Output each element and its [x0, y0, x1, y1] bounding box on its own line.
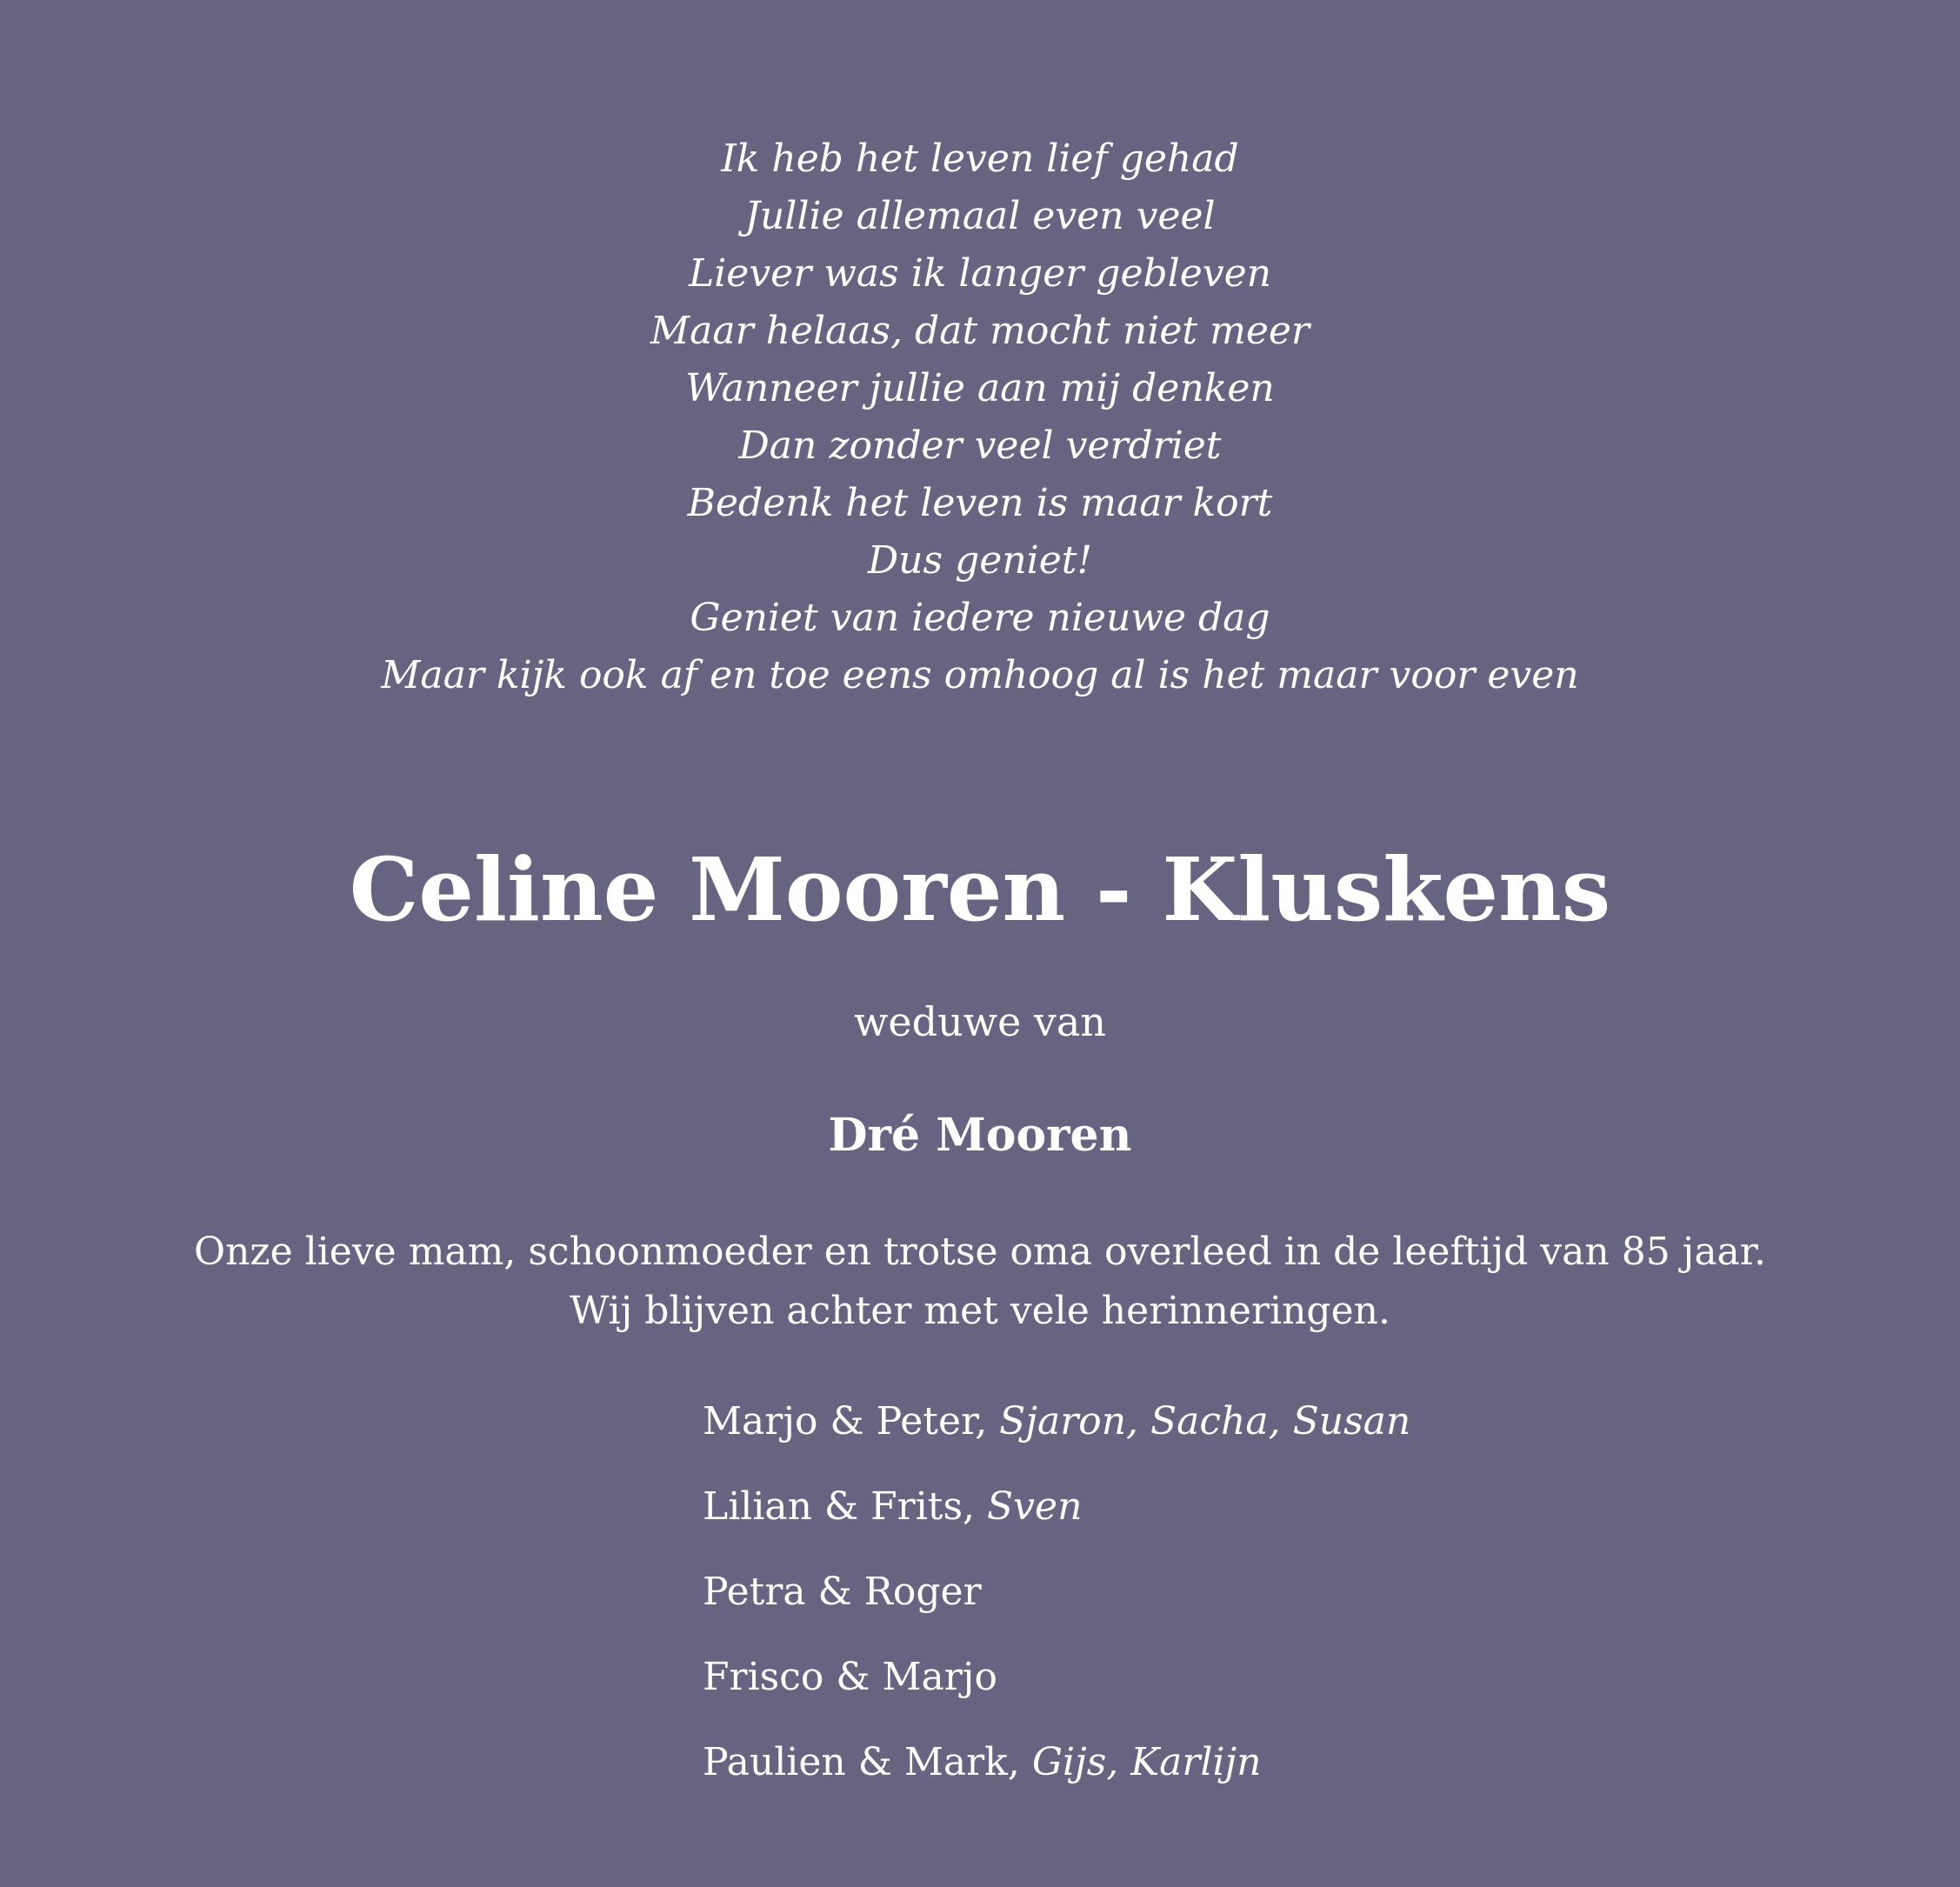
family-entry [703, 1647, 1833, 1732]
message-line: Wij blijven achter met vele herinneringen. [570, 1289, 1390, 1333]
message-line: Onze lieve mam, schoonmoeder en trotse oma overleed in de leeftijd van 85 jaar. [194, 1230, 1766, 1274]
spouse-name: Dré Mooren [828, 1109, 1132, 1162]
family-couple: Frisco & Marjo [703, 1655, 997, 1699]
poem-line: Liever was ik langer gebleven [688, 251, 1271, 296]
family-list [703, 1391, 1833, 1817]
family-separator: , [1007, 1740, 1032, 1784]
family-couple: Lilian & Frits [703, 1484, 963, 1529]
family-separator: , [975, 1399, 1000, 1444]
poem-line: Maar kijk ook af en toe eens omhoog al is het maar voor even [381, 653, 1579, 697]
poem-line: Dan zonder veel verdriet [738, 423, 1222, 468]
family-entry [703, 1562, 1833, 1647]
deceased-name: Celine Mooren - Kluskens [349, 838, 1611, 941]
family-couple: Paulien & Mark [703, 1740, 1008, 1784]
poem-line: Ik heb het leven lief gehad [721, 137, 1239, 181]
poem-line: Maar helaas, dat mocht niet meer [650, 309, 1310, 353]
poem [0, 130, 1960, 704]
poem-line: Dus geniet! [867, 538, 1093, 583]
family-entry [703, 1732, 1833, 1817]
poem-line: Jullie allemaal even veel [744, 194, 1216, 238]
family-grandchildren: Sven [987, 1484, 1083, 1529]
relation-text: weduwe van [854, 998, 1106, 1045]
family-grandchildren: Gijs, Karlijn [1031, 1740, 1262, 1784]
family-separator: , [963, 1484, 988, 1529]
poem-line: Wanneer jullie aan mij denken [685, 366, 1275, 410]
family-entry [703, 1477, 1833, 1562]
memorial-message [0, 1223, 1960, 1341]
poem-line: Bedenk het leven is maar kort [687, 481, 1273, 525]
family-couple: Marjo & Peter [703, 1399, 976, 1444]
family-entry [703, 1391, 1833, 1477]
family-grandchildren: Sjaron, Sacha, Susan [999, 1399, 1411, 1444]
family-couple: Petra & Roger [703, 1570, 982, 1614]
poem-line: Geniet van iedere nieuwe dag [690, 596, 1270, 640]
